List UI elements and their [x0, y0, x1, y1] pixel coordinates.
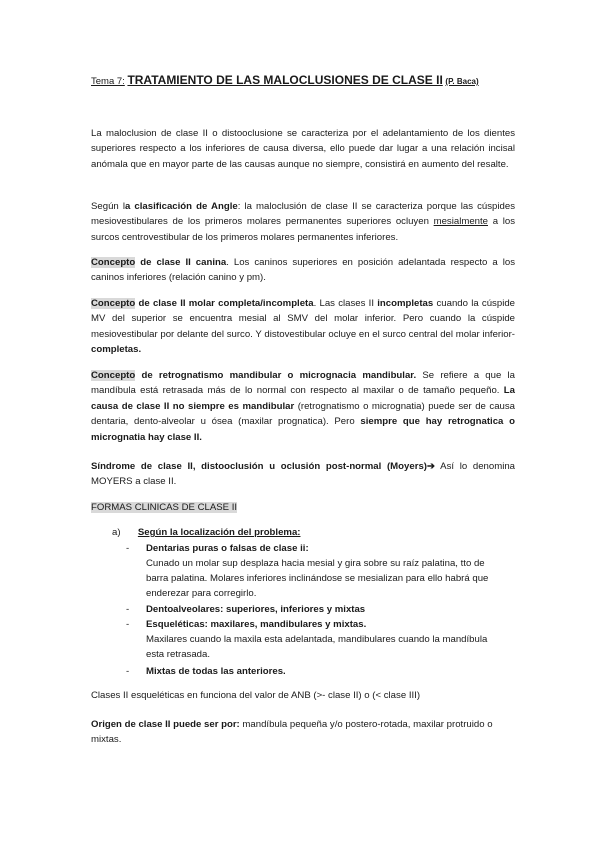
bullet-dash: -: [126, 619, 130, 630]
paragraph-anb: Clases II esqueléticas en funciona del valor de ANB (>- clase II) o (< clase III): [91, 690, 421, 701]
paragraph-canina: [91, 255, 515, 286]
list-item-label: Dentoalveolares: superiores, inferiores y mixtas: [146, 604, 366, 615]
list-item-note: barra palatina. Molares inferiores inclinándose se mesializan para ello habrá que: [146, 573, 489, 584]
bold-text: siempre que hay retrognatica o micrognatia hay clase II.: [91, 416, 515, 443]
paragraph-angle: [91, 199, 515, 245]
list-item-note: Maxilares cuando la maxila esta adelantada, mandibulares cuando la mandíbula: [146, 634, 488, 645]
title-main: TRATAMIENTO DE LAS MALOCLUSIONES DE CLASE II: [127, 73, 443, 87]
bullet-dash: -: [126, 604, 130, 615]
document-title: [91, 73, 479, 87]
list-item-dentoalveolares: [126, 602, 366, 617]
text: : la maloclusión de clase II se caracteriza porque las cúspides mesiovestibulares de los primeros molares permanentes superiores ocluyen: [91, 201, 515, 228]
list-item-label: Dentarias puras o falsas de clase ii:: [146, 543, 309, 554]
list-item-label: Mixtas de todas las anteriores.: [146, 666, 286, 677]
text: mandíbula pequeña y/o postero-rotada, maxilar protruido o mixtas.: [91, 719, 493, 746]
text: (retrognatismo o micrognatia) puede ser de causa dentaria, dento-alveolar u ósea (maxilar prognatica). Pero: [91, 400, 516, 428]
text: . Las clases II: [313, 298, 378, 309]
bullet-dash: -: [126, 666, 130, 677]
list-item-label: Según la localización del problema:: [137, 527, 301, 538]
list-marker: a): [112, 527, 121, 538]
bold-text: Origen de clase II puede ser por:: [91, 719, 240, 730]
title-author: (P. Baca): [445, 77, 479, 86]
list-item-dentarias: [126, 541, 309, 556]
text: Según l: [91, 201, 125, 212]
text: . Los caninos superiores en posición adelantada respecto a los caninos inferiores (relación canino y pm).: [91, 257, 515, 284]
section-heading-text: FORMAS CLINICAS DE CLASE II: [91, 502, 238, 513]
bold-text: de clase II canina: [135, 257, 227, 268]
section-heading: [91, 500, 515, 515]
text: a los surcos centrovestibular de los primeros molares permanentes inferiores.: [91, 216, 515, 243]
highlighted-text: Concepto: [91, 370, 136, 381]
list-item-note: Cunado un molar sup desplaza hacia mesial y gira sobre su raíz palatina, tto de: [146, 558, 485, 569]
list-item-note: esta retrasada.: [146, 649, 210, 660]
bold-text: La causa de clase II no siempre es mandibular: [91, 385, 515, 412]
title-label: Tema 7:: [91, 76, 125, 87]
highlighted-text: Concepto: [91, 298, 136, 309]
bold-text: completas.: [91, 344, 142, 356]
bold-text: de clase II molar completa/incompleta: [135, 298, 314, 309]
bold-text: de retrognatismo mandibular o micrognacia mandibular.: [135, 370, 417, 381]
bold-text: incompletas: [377, 298, 434, 309]
text: Se refiere a que la mandíbula está retrasada más de lo normal con respecto al maxilar o de tamaño pequeño.: [91, 370, 515, 397]
bold-text: Síndrome de clase II, distooclusión u oclusión post-normal (Moyers): [91, 461, 427, 472]
bullet-dash: -: [126, 543, 130, 554]
arrow-icon: ➔: [426, 461, 436, 472]
list-item-esqueleticas: [126, 617, 367, 632]
paragraph-retrognatismo: [91, 368, 515, 445]
list-item-label: Esqueléticas: maxilares, mandibulares y mixtas.: [146, 619, 367, 630]
underlined-text: mesialmente: [433, 216, 488, 228]
paragraph-sindrome: [91, 459, 515, 490]
text: Así lo denomina MOYERS a clase II.: [91, 461, 515, 488]
bold-text: a clasificación de Angle: [124, 201, 238, 212]
highlighted-text: Concepto: [91, 257, 136, 268]
paragraph-intro: La maloclusion de clase II o distooclusione se caracteriza por el adelantamiento de los dientes superiores respecto a los inferiores de causa diversa, ello puede dar lugar a una relación incisal anómala que en mayor parte de las causas aunque no siempre, consistirá en aumento del resalte.: [91, 128, 515, 170]
paragraph-origen: [91, 717, 515, 748]
clinical-forms-list: [91, 525, 531, 685]
text: cuando la cúspide MV del superior se encuentra mesial al SMV del molar inferior. Pero cuando la cúspide mesiovestibular por delante del surco. Y distovestibular ocluye en el surco central del molar inferior-: [91, 298, 515, 340]
paragraph-molar: [91, 296, 515, 358]
list-item-mixtas: [126, 664, 286, 679]
list-item-a: [112, 525, 300, 540]
list-item-note: enderezar para corregirlo.: [146, 588, 257, 599]
